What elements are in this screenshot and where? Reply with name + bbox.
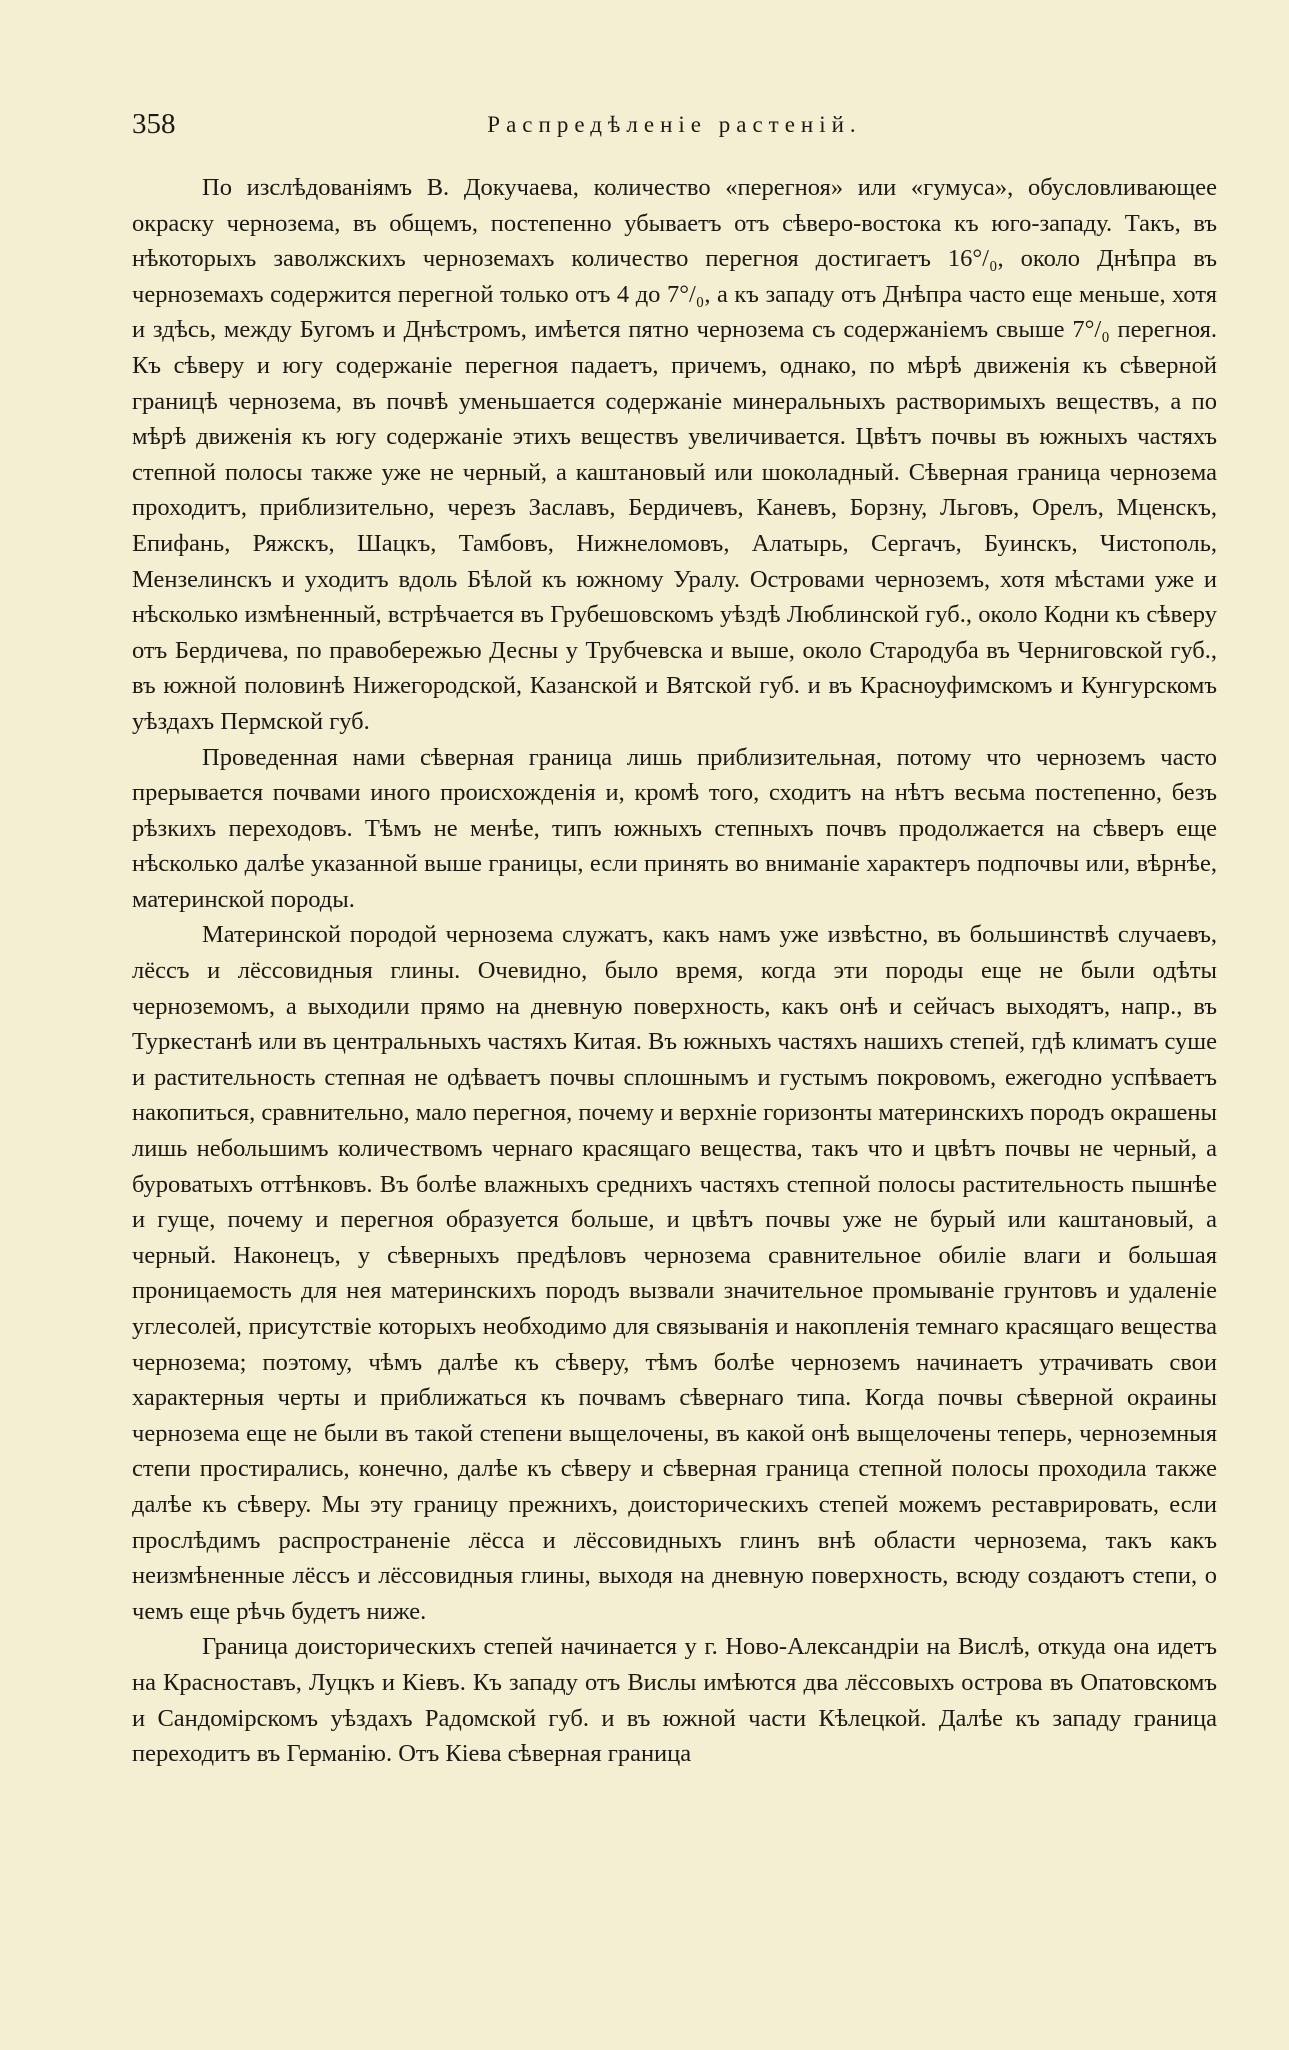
page-header — [132, 108, 1217, 148]
page-number: 358 — [132, 108, 176, 140]
paragraph: Материнской породой чернозема служатъ, какъ намъ уже извѣстно, въ большинствѣ случаевъ, лёссъ и лёссовидныя глины. Очевидно, было время, когда эти породы еще не были одѣты черноземомъ, а выходили прямо на дневную поверхность, какъ онѣ и сейчасъ выходятъ, напр., въ Туркестанѣ или въ центральныхъ частяхъ Китая. Въ южныхъ частяхъ нашихъ степей, гдѣ климатъ суше и растительность степная не одѣваетъ почвы сплошнымъ и густымъ покровомъ, ежегодно успѣваетъ накопиться, сравнительно, мало перегноя, почему и верхніе горизонты материнскихъ породъ окрашены лишь небольшимъ количествомъ чернаго красящаго вещества, такъ что и цвѣтъ почвы не черный, а буроватыхъ оттѣнковъ. Въ болѣе влажныхъ среднихъ частяхъ степной полосы растительность пышнѣе и гуще, почему и перегноя образуется больше, и цвѣтъ почвы уже не бурый или каштановый, а черный. Наконецъ, у сѣверныхъ предѣловъ чернозема сравнительное обиліе влаги и большая проницаемость для нея материнскихъ породъ вызвали значительное промываніе грунтовъ и удаленіе углесолей, присутствіе которыхъ необходимо для связыванія и накопленія темнаго красящаго вещества чернозема; поэтому, чѣмъ далѣе къ сѣверу, тѣмъ болѣе черноземъ начинаетъ утрачивать свои характерныя черты и приближаться къ почвамъ сѣвернаго типа. Когда почвы сѣверной окраины чернозема еще не были въ такой степени выщелочены, въ какой онѣ выщелочены теперь, черноземныя степи простирались, конечно, далѣе къ сѣверу и сѣверная граница степной полосы проходила также далѣе къ сѣверу. Мы эту границу прежнихъ, доисторическихъ степей можемъ реставрировать, если прослѣдимъ распространеніе лёсса и лёссовидныхъ глинъ внѣ области чернозема, такъ какъ неизмѣненные лёссъ и лёссовидныя глины, выходя на дневную поверхность, всюду создаютъ степи, о чемъ еще рѣчь будетъ ниже. — [132, 921, 1217, 1625]
paragraph: По изслѣдованіямъ В. Докучаева, количество «перегноя» или «гумуса», обусловливающее окраску чернозема, въ общемъ, постепенно убываетъ отъ сѣверо-востока къ юго-западу. Такъ, въ нѣкоторыхъ заволжскихъ черноземахъ количество перегноя достигаетъ 16°/₀, около Днѣпра въ черноземахъ содержится перегной только отъ 4 до 7°/₀, а къ западу отъ Днѣпра часто еще меньше, хотя и здѣсь, между Бугомъ и Днѣстромъ, имѣется пятно чернозема съ содержаніемъ свыше 7°/₀ перегноя. Къ сѣверу и югу содержаніе перегноя падаетъ, причемъ, однако, по мѣрѣ движенія къ сѣверной границѣ чернозема, въ почвѣ уменьшается содержаніе минеральныхъ растворимыхъ веществъ, а по мѣрѣ движенія къ югу содержаніе этихъ веществъ увеличивается. Цвѣтъ почвы въ южныхъ частяхъ степной полосы также уже не черный, а каштановый или шоколадный. Сѣверная граница чернозема проходитъ, приблизительно, черезъ Заславъ, Бердичевъ, Каневъ, Борзну, Льговъ, Орелъ, Мценскъ, Епифань, Ряжскъ, Шацкъ, Тамбовъ, Нижнеломовъ, Алатырь, Сергачъ, Буинскъ, Чистополь, Мензелинскъ и уходитъ вдоль Бѣлой къ южному Уралу. Островами черноземъ, хотя мѣстами уже и нѣсколько измѣненный, встрѣчается въ Грубешовскомъ уѣздѣ Люблинской губ., около Кодни къ сѣверу отъ Бердичева, по правобережью Десны у Трубчевска и выше, около Стародуба въ Черниговской губ., въ южной половинѣ Нижегородской, Казанской и Вятской губ. и въ Красноуфимскомъ и Кунгурскомъ уѣздахъ Пермской губ. — [132, 174, 1217, 735]
running-title: Распредѣленіе растеній. — [487, 112, 862, 137]
body-text — [132, 170, 1217, 1772]
paragraph: Граница доисторическихъ степей начинается у г. Ново-Александріи на Вислѣ, откуда она идетъ на Красноставъ, Луцкъ и Кіевъ. Къ западу отъ Вислы имѣются два лёссовыхъ острова въ Опатовскомъ и Сандомірскомъ уѣздахъ Радомской губ. и въ южной части Кѣлецкой. Далѣе къ западу граница переходитъ въ Германію. Отъ Кіева сѣверная граница — [132, 1633, 1217, 1768]
paragraph: Проведенная нами сѣверная граница лишь приблизительная, потому что черноземъ часто прерывается почвами иного происхожденія и, кромѣ того, сходитъ на нѣтъ весьма постепенно, безъ рѣзкихъ переходовъ. Тѣмъ не менѣе, типъ южныхъ степныхъ почвъ продолжается на сѣверъ еще нѣсколько далѣе указанной выше границы, если принять во вниманіе характеръ подпочвы или, вѣрнѣе, материнской породы. — [132, 743, 1217, 913]
